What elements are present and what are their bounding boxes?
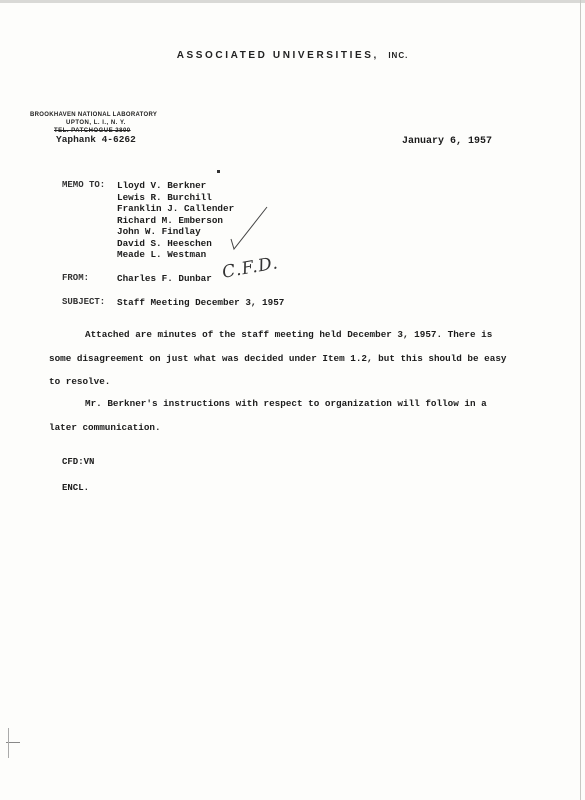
scan-artifact-line [8,728,9,758]
recipient-item: Richard M. Emberson [117,214,224,226]
from-label: FROM: [62,273,90,283]
recipient-item: Lloyd V. Berkner [117,180,207,191]
letterhead-org: ASSOCIATED UNIVERSITIES, [176,50,379,61]
memo-date: January 6, 1957 [402,136,493,147]
subject-label: SUBJECT: [62,297,106,307]
handwritten-initials: C.F.D. [220,253,281,283]
subject-value: Staff Meeting December 3, 1957 [117,297,285,308]
lab-address: UPTON, L. I., N. Y. [66,120,126,126]
pen-dot [217,170,220,173]
pen-check-mark [230,205,268,253]
letterhead [0,50,585,61]
lab-address-block [30,111,157,144]
scan-edge-top [0,0,585,3]
lab-name: BROOKHAVEN NATIONAL LABORATORY [30,112,158,118]
recipient-item: Franklin J. Callender [117,203,235,214]
lab-phone-struck: TEL. PATCHOGUE 2800 [54,128,131,134]
recipient-item: David S. Heeschen [117,237,212,249]
recipient-item: Lewis R. Burchill [117,191,212,203]
recipient-list [117,180,234,261]
body-paragraph-2: Mr. Berkner's instructions with respect to organization will follow in a later communication. [49,398,487,433]
recipient-item: Meade L. Westman [117,249,207,260]
body-paragraph-1: Attached are minutes of the staff meeting held December 3, 1957. There is some disagreement on just what was decided under Item 1.2, but this should be easy to resolve. [49,329,507,387]
lab-phone-typed: Yaphank 4-6262 [56,134,136,145]
memo-to-label: MEMO TO: [62,180,106,190]
enclosure-note: ENCL. [62,483,90,493]
letterhead-suffix: INC. [388,51,409,60]
recipient-item: John W. Findlay [117,226,201,237]
reference-initials: CFD:VN [62,457,95,467]
from-value: Charles F. Dunbar [117,273,212,284]
scan-edge-right [580,0,581,800]
